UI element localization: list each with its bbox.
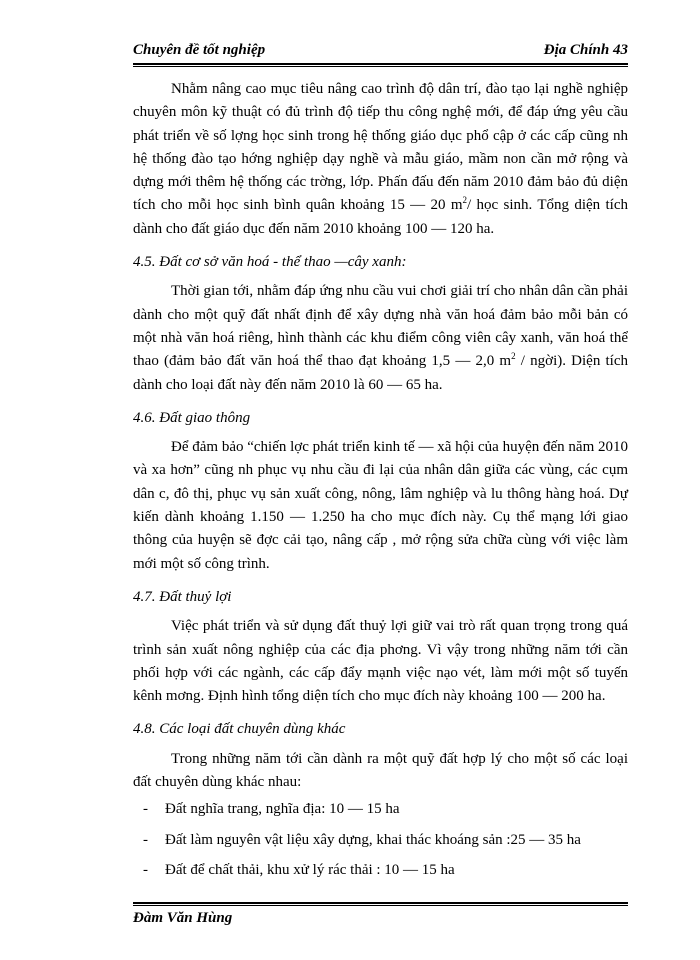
bullet-dash: -	[143, 801, 148, 818]
paragraph-education	[133, 78, 628, 241]
superscript-unit: 2	[511, 351, 516, 362]
page-header	[133, 42, 628, 62]
header-rule	[133, 63, 628, 65]
header-document-type: Chuyên đề tốt nghiệp	[133, 42, 266, 58]
footer-rule	[133, 902, 628, 904]
superscript-unit: 2	[462, 195, 468, 206]
list-item-text: Đất để chất thải, khu xử lý rác thải : 10 — 15 ha	[165, 861, 455, 878]
section-heading-culture: 4.5. Đất cơ sở văn hoá - thể thao —cây xanh:	[133, 254, 407, 271]
document-body	[133, 78, 628, 889]
paragraph-other-land: Trong những năm tới cần dành ra một quỹ đất hợp lý cho một số các loại đất chuyên dùng khác nhau:	[133, 750, 628, 791]
footer-author: Đàm Văn Hùng	[133, 910, 233, 926]
header-rule-thin	[133, 66, 628, 67]
paragraph-text: / ngời). Diện tích dành cho loại đất này đến năm 2010 là 60 — 65 ha.	[133, 353, 628, 393]
list-item-text: Đất làm nguyên vật liệu xây dựng, khai thác khoáng sản :25 — 35 ha	[165, 831, 581, 848]
section-heading-transport: 4.6. Đất giao thông	[133, 409, 251, 426]
list-item-text: Đất nghĩa trang, nghĩa địa: 10 — 15 ha	[165, 801, 400, 818]
paragraph-text: Nhằm nâng cao mục tiêu nâng cao trình độ dân trí, đào tạo lại nghề nghiệp chuyên môn kỹ thuật có đủ trình độ tiếp thu công nghệ mới, để đáp ứng yêu cầu phát triển về số lợng học sinh trong hệ thống giáo dục phổ cập ở các cấp cũng nh hệ thống đào tạo hớng nghiệp dạy nghề và mẫu giáo, mầm non cần mở rộng và dựng mới thêm hệ thống các trờng, lớp. Phấn đấu đến năm 2010 đảm bảo đủ diện tích cho mỗi học sinh bình quân khoảng 15 — 20 m	[133, 81, 628, 214]
bullet-dash: -	[143, 861, 148, 878]
paragraph-transport: Để đảm bảo “chiến lợc phát triển kinh tế — xã hội của huyện đến năm 2010 và xa hơn” cũng nh phục vụ nhu cầu đi lại của nhân dân giữa các vùng, các cụm dân c, đô thị, phục vụ sản xuất công, nông, lâm nghiệp và lu thông hàng hoá. Dự kiến dành khoảng 1.150 — 1.250 ha cho mục đích này. Cụ thể mạng lới giao thông của huyện sẽ đợc cải tạo, nâng cấp , mở rộng sửa chữa cùng với việc làm mới một số công trình.	[133, 439, 628, 572]
paragraph-text: Thời gian tới, nhằm đáp ứng nhu cầu vui chơi giải trí cho nhân dân cần phải dành cho một quỹ đất nhất định để xây dựng nhà văn hoá đảm bảo mỗi bản có một nhà văn hoá riêng, hình thành các khu điểm công viên cây xanh, văn hoá thể thao (đảm bảo đất văn hoá thể thao đạt khoảng 1,5 — 2,0 m	[133, 283, 628, 370]
paragraph-text: / học sinh. Tổng diện tích dành cho đất giáo dục đến năm 2010 khoảng 100 — 120 ha.	[133, 197, 628, 237]
header-class-name: Địa Chính 43	[543, 42, 628, 58]
section-heading-other-land: 4.8. Các loại đất chuyên dùng khác	[133, 721, 346, 738]
list-item	[133, 798, 628, 821]
land-use-list	[133, 798, 628, 882]
footer-rule-thin	[133, 905, 628, 906]
paragraph-culture	[133, 280, 628, 396]
bullet-dash: -	[143, 831, 148, 848]
paragraph-irrigation: Việc phát triển và sử dụng đất thuỷ lợi giữ vai trò rất quan trọng trong quá trình sản xuất nông nghiệp của các địa phơng. Vì vậy trong những năm tới cần phối hợp với các ngành, các cấp đẩy mạnh việc nạo vét, làm mới một số tuyến kênh mơng. Định hình tổng diện tích cho mục đích này khoảng 100 — 200 ha.	[133, 618, 628, 705]
section-heading-irrigation: 4.7. Đất thuỷ lợi	[133, 588, 232, 605]
list-item	[133, 859, 628, 882]
list-item	[133, 829, 628, 852]
